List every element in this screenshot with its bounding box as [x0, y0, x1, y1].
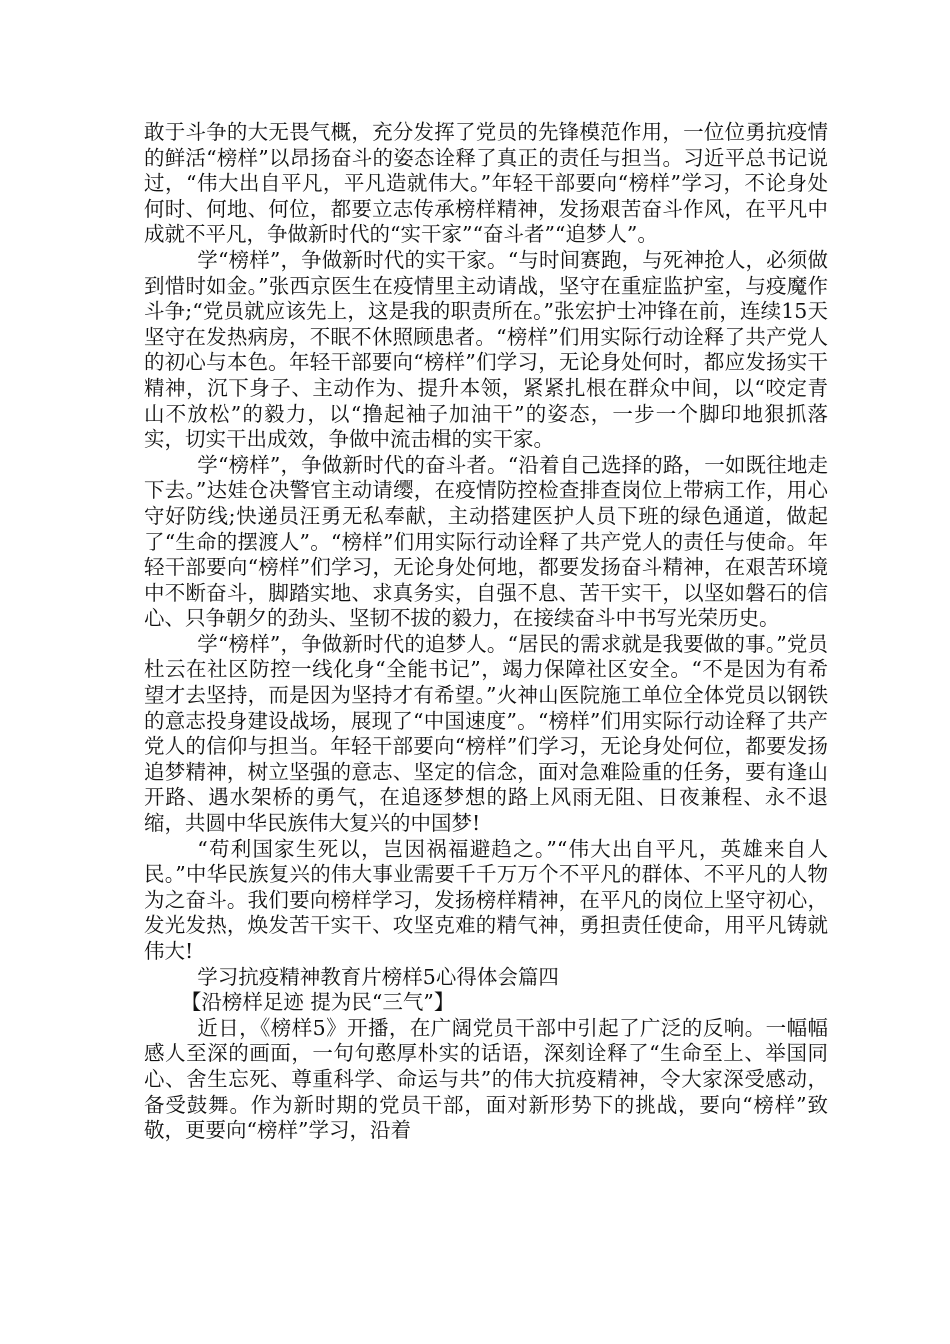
paragraph-5: “苟利国家生死以，岂因祸福避趋之。”“伟大出自平凡，英雄来自人民。”中华民族复兴的伟大事业需要千千万万个不平凡的群体、不平凡的人物为之奋斗。我们要向榜样学习，发扬榜样精神，在平凡的岗位上坚守初心，发光发热，焕发苦干实干、攻坚克难的精气神，勇担责任使命，用平凡铸就伟大! — [144, 836, 828, 963]
closing-paragraph: 近日，《榜样5》开播，在广阔党员干部中引起了广泛的反响。一幅幅感人至深的画面，一句句憨厚朴实的话语，深刻诠释了“生命至上、举国同心、舍生忘死、尊重科学、命运与共”的伟大抗疫精神，令大家深受感动，备受鼓舞。作为新时期的党员干部，面对新形势下的挑战，要向“榜样”致敬，更要向“榜样”学习，沿着 — [144, 1015, 828, 1143]
paragraph-4: 学“榜样”，争做新时代的追梦人。“居民的需求就是我要做的事。”党员杜云在社区防控一线化身“全能书记”，竭力保障社区安全。“不是因为有希望才去坚持，而是因为坚持才有希望。”火神山医院施工单位全体党员以钢铁的意志投身建设战场，展现了“中国速度”。“榜样”们用实际行动诠释了共产党人的信仰与担当。年轻干部要向“榜样”们学习，无论身处何位，都要发扬追梦精神，树立坚强的意志、坚定的信念，面对急难险重的任务，要有逢山开路、遇水架桥的勇气，在追逐梦想的路上风雨无阻、日夜兼程、永不退缩，共圆中华民族伟大复兴的中国梦! — [144, 631, 828, 836]
paragraph-1: 敢于斗争的大无畏气概，充分发挥了党员的先锋模范作用，一位位勇抗疫情的鲜活“榜样”以昂扬奋斗的姿态诠释了真正的责任与担当。习近平总书记说过，“伟大出自平凡，平凡造就伟大。”年轻干部要向“榜样”学习，不论身处何时、何地、何位，都要立志传承榜样精神，发扬艰苦奋斗作风，在平凡中成就不平凡，争做新时代的“实干家”“奋斗者”“追梦人”。 — [144, 120, 828, 247]
paragraph-3: 学“榜样”，争做新时代的奋斗者。“沿着自己选择的路，一如既往地走下去。”达娃仓决警官主动请缨，在疫情防控检查排查岗位上带病工作，用心守好防线;快递员汪勇无私奉献，主动搭建医护人员下班的绿色通道，做起了“生命的摆渡人”。“榜样”们用实际行动诠释了共产党人的责任与使命。年轻干部要向“榜样”们学习，无论身处何地，都要发扬奋斗精神，在艰苦环境中不断奋斗，脚踏实地、求真务实，自强不息、苦干实干，以坚如磐石的信心、只争朝夕的劲头、坚韧不拔的毅力，在接续奋斗中书写光荣历史。 — [144, 452, 828, 631]
section-title: 学习抗疫精神教育片榜样5心得体会篇四 — [197, 964, 559, 989]
document-page — [144, 120, 828, 1144]
sub-title: 【沿榜样足迹 提为民“三气”】 — [180, 990, 455, 1015]
paragraph-2: 学“榜样”，争做新时代的实干家。“与时间赛跑，与死神抢人，必须做到惜时如金。”张西京医生在疫情里主动请战，坚守在重症监护室，与疫魔作斗争;“党员就应该先上，这是我的职责所在。”张宏护士冲锋在前，连续15天坚守在发热病房，不眠不休照顾患者。“榜样”们用实际行动诠释了共产党人的初心与本色。年轻干部要向“榜样”们学习，无论身处何时，都应发扬实干精神，沉下身子、主动作为、提升本领，紧紧扎根在群众中间，以“咬定青山不放松”的毅力，以“撸起袖子加油干”的姿态，一步一个脚印地狠抓落实，切实干出成效，争做中流击楫的实干家。 — [144, 247, 828, 452]
